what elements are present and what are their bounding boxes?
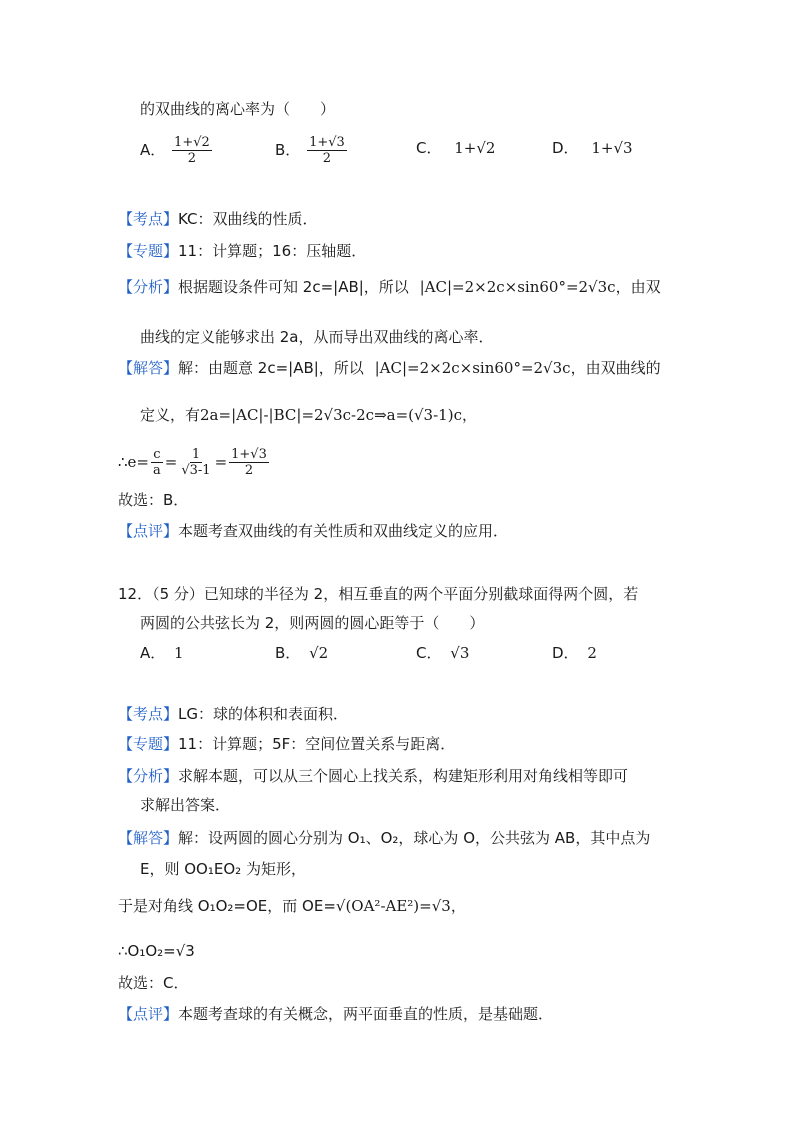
q12-jieda-line3 [118, 895, 466, 917]
option-value: √2 [309, 644, 329, 662]
q11-jieda-line3 [118, 444, 271, 480]
option-value: 1 [174, 644, 184, 662]
jieda-tail: ， [450, 897, 466, 915]
jieda-text-tail: ，由双曲线的 [570, 359, 661, 377]
q11-option-a [140, 135, 214, 166]
equals-sign: = [214, 453, 228, 471]
q11-option-d [552, 137, 633, 159]
fraction [151, 447, 163, 478]
fenxi-tag: 【分析】 [118, 278, 179, 296]
jieda-text: 解：由题意 2c=|AB|，所以 [178, 359, 364, 377]
fenxi-tag: 【分析】 [118, 767, 179, 785]
jieda-tag: 【解答】 [118, 829, 179, 847]
q12-dianping [118, 1003, 553, 1025]
fraction-denominator: a [153, 463, 161, 478]
fraction-denominator: 2 [187, 151, 197, 166]
dianping-tag: 【点评】 [118, 522, 179, 540]
q12-jieda-line2: E，则 OO₁EO₂ 为矩形， [140, 860, 306, 878]
kaodian-text: LG：球的体积和表面积． [178, 705, 348, 723]
jieda-text: 解：设两圆的圆心分别为 O₁、O₂，球心为 O，公共弦为 AB，其中点为 [178, 829, 651, 847]
q11-fenxi-line2: 曲线的定义能够求出 2a，从而导出双曲线的离心率． [140, 328, 494, 346]
option-label: D． [552, 644, 579, 662]
q12-zhuanti [118, 733, 455, 755]
zhuanti-tag: 【专题】 [118, 735, 179, 753]
zhuanti-text: 11：计算题；5F：空间位置关系与距离． [178, 735, 456, 753]
fraction-denominator: 2 [244, 463, 254, 478]
option-label: D． [552, 139, 579, 157]
q11-option-c [416, 137, 495, 159]
option-value: 1+√3 [591, 139, 633, 157]
q11-guxuan: 故选：B． [118, 491, 189, 509]
fenxi-formula: |AC|=2×2c×sin60°=2√3c [419, 278, 616, 296]
q12-fenxi-line1 [118, 765, 628, 787]
dianping-text: 本题考查双曲线的有关性质和双曲线定义的应用． [178, 522, 509, 540]
option-fraction [172, 135, 212, 166]
q12-stem-line2: 两圆的公共弦长为 2，则两圆的圆心距等于（ ） [140, 614, 485, 632]
dianping-text: 本题考查球的有关概念，两平面垂直的性质，是基础题． [178, 1005, 554, 1023]
q11-stem-tail: 的双曲线的离心率为（ ） [140, 100, 336, 118]
q12-jieda-line1 [118, 827, 650, 849]
q12-stem-line1: 12．（5 分）已知球的半径为 2，相互垂直的两个平面分别截球面得两个圆，若 [118, 585, 639, 603]
q12-option-b [275, 642, 328, 664]
jieda-prefix: 定义，有 [140, 406, 201, 424]
option-value: 2 [587, 644, 597, 662]
fraction-numerator: 1+√3 [309, 135, 345, 150]
fraction [179, 447, 212, 478]
zhuanti-text: 11：计算题；16：压轴题． [178, 242, 367, 260]
eccentricity-prefix: ∴e= [118, 453, 149, 471]
fraction-numerator: 1 [191, 447, 201, 462]
q11-dianping [118, 520, 508, 542]
fraction-denominator: 2 [322, 151, 332, 166]
option-label: C． [416, 644, 442, 662]
option-label: A． [140, 141, 166, 159]
kaodian-tag: 【考点】 [118, 705, 179, 723]
jieda-formula: 2a=|AC|-|BC|=2√3c-2c⇒a=(√3-1)c， [200, 406, 477, 424]
option-value: 1+√2 [454, 139, 496, 157]
jieda-formula: √(OA²-AE²)=√3 [335, 897, 451, 915]
q11-fenxi-line1 [118, 276, 661, 298]
option-label: B． [275, 644, 301, 662]
fenxi-text: 求解本题，可以从三个圆心上找关系，构建矩形利用对角线相等即可 [178, 767, 629, 785]
q11-option-b [275, 135, 349, 166]
fenxi-text-tail: ，由双 [615, 278, 661, 296]
jieda-prefix: 于是对角线 O₁O₂=OE，而 OE= [118, 897, 336, 915]
kaodian-text: KC：双曲线的性质． [178, 210, 318, 228]
fenxi-text: 根据题设条件可知 2c=|AB|，所以 [178, 278, 409, 296]
fraction-numerator: 1+√3 [231, 447, 267, 462]
equals-sign: = [164, 453, 178, 471]
q11-jieda-line1 [118, 357, 661, 379]
q12-kaodian [118, 703, 348, 725]
option-value: √3 [450, 644, 470, 662]
q12-jieda-line4: ∴O₁O₂=√3 [118, 942, 195, 960]
fraction-numerator: 1+√2 [174, 135, 210, 150]
q12-guxuan: 故选：C． [118, 974, 189, 992]
option-label: A． [140, 644, 166, 662]
zhuanti-tag: 【专题】 [118, 242, 179, 260]
q12-option-a [140, 642, 184, 664]
fraction-denominator: √3-1 [181, 463, 211, 478]
jieda-formula: |AC|=2×2c×sin60°=2√3c [374, 359, 571, 377]
q12-fenxi-line2: 求解出答案． [140, 796, 231, 814]
option-label: C． [416, 139, 442, 157]
option-fraction [307, 135, 347, 166]
q11-jieda-line2 [140, 404, 477, 426]
fraction-numerator: c [153, 447, 161, 462]
dianping-tag: 【点评】 [118, 1005, 179, 1023]
kaodian-tag: 【考点】 [118, 210, 179, 228]
option-label: B． [275, 141, 301, 159]
q11-zhuanti [118, 240, 366, 262]
fraction [229, 447, 269, 478]
q12-option-c [416, 642, 469, 664]
jieda-tag: 【解答】 [118, 359, 179, 377]
q11-kaodian [118, 208, 318, 230]
q12-option-d [552, 642, 597, 664]
